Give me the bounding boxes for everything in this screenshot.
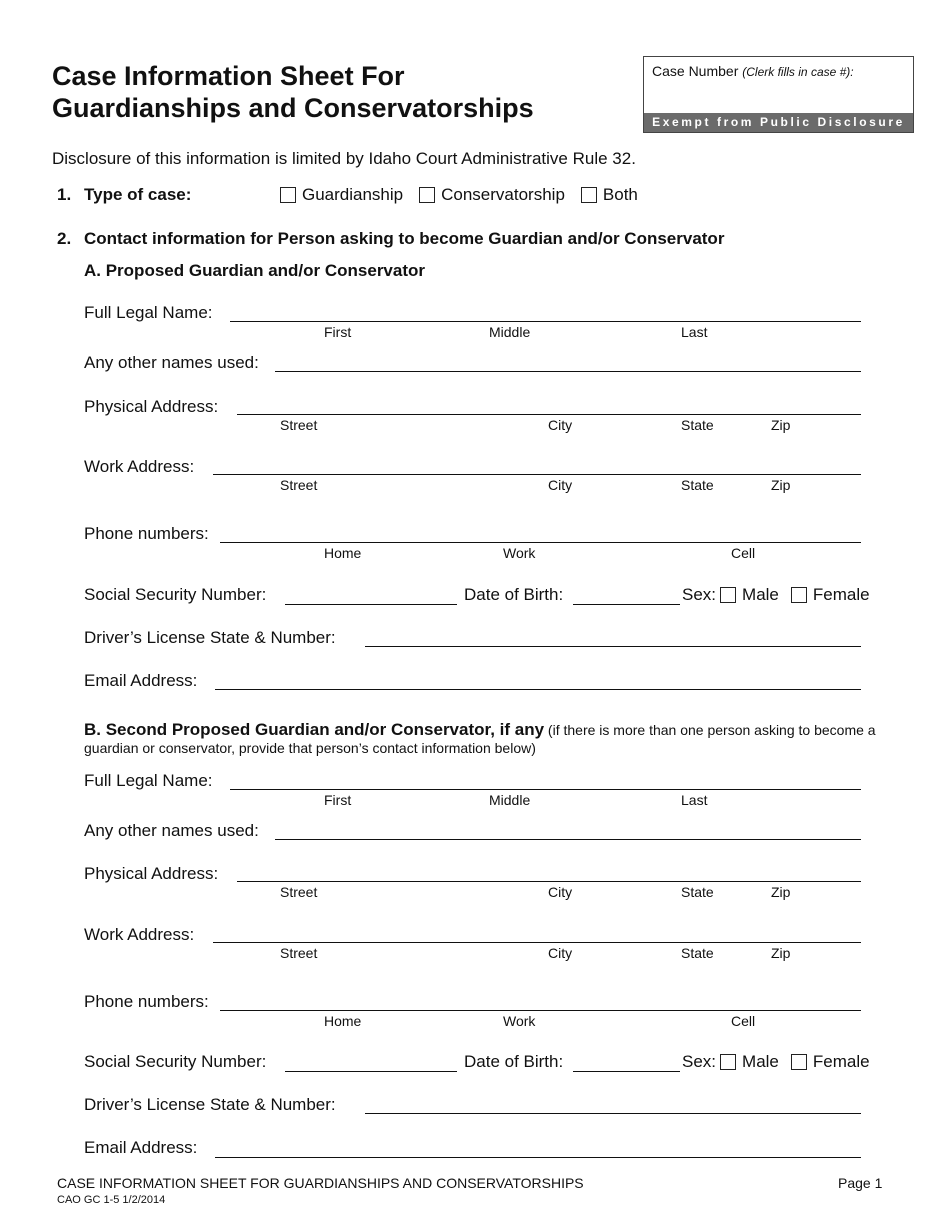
conservatorship-label: Conservatorship	[441, 185, 565, 204]
a-work-address-label: Work Address:	[84, 457, 195, 476]
case-type-options	[280, 185, 654, 205]
b-middle-sublabel: Middle	[489, 792, 531, 808]
a-ssn-field[interactable]	[285, 604, 457, 605]
a-other-names-field[interactable]	[275, 371, 861, 372]
a-zip-sublabel: Zip	[771, 417, 791, 433]
page-title	[52, 60, 534, 124]
page-number: Page 1	[838, 1175, 883, 1191]
b-phone-label: Phone numbers:	[84, 992, 209, 1011]
case-number-box[interactable]	[643, 56, 914, 133]
a-email-field[interactable]	[215, 689, 861, 690]
a-state-sublabel: State	[681, 417, 714, 433]
b-female-checkbox[interactable]	[791, 1054, 807, 1070]
a-cell-sublabel: Cell	[731, 545, 756, 561]
b-work-state-sublabel: State	[681, 945, 714, 961]
b-other-names-label: Any other names used:	[84, 821, 259, 840]
guardianship-checkbox[interactable]	[280, 187, 296, 203]
a-phone-field[interactable]	[220, 542, 861, 543]
b-male-label: Male	[742, 1052, 779, 1071]
a-license-field[interactable]	[365, 646, 861, 647]
disclosure-text: Disclosure of this information is limited by Idaho Court Administrative Rule 32.	[52, 149, 636, 168]
b-state-sublabel: State	[681, 884, 714, 900]
b-work-zip-sublabel: Zip	[771, 945, 791, 961]
b-physical-address-label: Physical Address:	[84, 864, 219, 883]
a-phone-label: Phone numbers:	[84, 524, 209, 543]
a-work-zip-sublabel: Zip	[771, 477, 791, 493]
a-work-state-sublabel: State	[681, 477, 714, 493]
a-male-label: Male	[742, 585, 779, 604]
title-line-1: Case Information Sheet For	[52, 61, 405, 91]
b-full-name-label: Full Legal Name:	[84, 771, 213, 790]
a-physical-address-field[interactable]	[237, 414, 861, 415]
q2-number: 2.	[57, 229, 72, 248]
b-work-street-sublabel: Street	[280, 945, 318, 961]
b-other-names-field[interactable]	[275, 839, 861, 840]
b-email-field[interactable]	[215, 1157, 861, 1158]
a-street-sublabel: Street	[280, 417, 318, 433]
b-female-label: Female	[812, 1052, 870, 1071]
b-email-label: Email Address:	[84, 1138, 198, 1157]
a-male-checkbox[interactable]	[720, 587, 736, 603]
exempt-banner: Exempt from Public Disclosure	[644, 113, 913, 132]
b-sex-group	[682, 1052, 870, 1072]
a-work-street-sublabel: Street	[280, 477, 318, 493]
b-dob-label: Date of Birth:	[464, 1052, 564, 1071]
section-b-note: (if there is more than one person asking to become a guardian or conservator, provide that person’s contact information below)	[84, 722, 876, 756]
b-dob-field[interactable]	[573, 1071, 680, 1072]
a-home-sublabel: Home	[324, 545, 362, 561]
footer-title: CASE INFORMATION SHEET FOR GUARDIANSHIPS AND CONSERVATORSHIPS	[57, 1175, 584, 1191]
a-physical-address-label: Physical Address:	[84, 397, 219, 416]
b-work-phone-sublabel: Work	[503, 1013, 536, 1029]
b-city-sublabel: City	[548, 884, 573, 900]
both-checkbox[interactable]	[581, 187, 597, 203]
b-cell-sublabel: Cell	[731, 1013, 756, 1029]
b-sex-label: Sex:	[682, 1052, 717, 1071]
b-work-address-field[interactable]	[213, 942, 861, 943]
b-male-checkbox[interactable]	[720, 1054, 736, 1070]
b-full-name-field[interactable]	[230, 789, 861, 790]
a-female-label: Female	[812, 585, 870, 604]
b-ssn-label: Social Security Number:	[84, 1052, 267, 1071]
a-full-name-label: Full Legal Name:	[84, 303, 213, 322]
a-email-label: Email Address:	[84, 671, 198, 690]
a-work-address-field[interactable]	[213, 474, 861, 475]
a-other-names-label: Any other names used:	[84, 353, 259, 372]
a-last-sublabel: Last	[681, 324, 708, 340]
b-license-label: Driver’s License State & Number:	[84, 1095, 336, 1114]
a-first-sublabel: First	[324, 324, 352, 340]
b-license-field[interactable]	[365, 1113, 861, 1114]
b-work-city-sublabel: City	[548, 945, 573, 961]
b-physical-address-field[interactable]	[237, 881, 861, 882]
case-number-label: Case Number (Clerk fills in case #):	[652, 63, 854, 79]
b-home-sublabel: Home	[324, 1013, 362, 1029]
a-sex-group	[682, 585, 870, 605]
a-license-label: Driver’s License State & Number:	[84, 628, 336, 647]
q1-number: 1.	[57, 185, 72, 204]
a-sex-label: Sex:	[682, 585, 717, 604]
both-label: Both	[602, 185, 638, 204]
section-b-heading	[84, 721, 904, 757]
a-full-name-field[interactable]	[230, 321, 861, 322]
b-last-sublabel: Last	[681, 792, 708, 808]
b-work-address-label: Work Address:	[84, 925, 195, 944]
b-phone-field[interactable]	[220, 1010, 861, 1011]
q1-label: Type of case:	[84, 185, 192, 204]
a-work-city-sublabel: City	[548, 477, 573, 493]
b-street-sublabel: Street	[280, 884, 318, 900]
conservatorship-checkbox[interactable]	[419, 187, 435, 203]
a-ssn-label: Social Security Number:	[84, 585, 267, 604]
a-work-phone-sublabel: Work	[503, 545, 536, 561]
case-number-hint: (Clerk fills in case #):	[742, 65, 854, 79]
title-line-2: Guardianships and Conservatorships	[52, 93, 534, 123]
a-city-sublabel: City	[548, 417, 573, 433]
section-b-title: B. Second Proposed Guardian and/or Conservator, if any	[84, 720, 545, 739]
a-female-checkbox[interactable]	[791, 587, 807, 603]
section-a-title: A. Proposed Guardian and/or Conservator	[84, 261, 426, 280]
a-dob-label: Date of Birth:	[464, 585, 564, 604]
b-zip-sublabel: Zip	[771, 884, 791, 900]
guardianship-label: Guardianship	[302, 185, 404, 204]
a-middle-sublabel: Middle	[489, 324, 531, 340]
footer-code: CAO GC 1-5 1/2/2014	[57, 1194, 166, 1206]
a-dob-field[interactable]	[573, 604, 680, 605]
b-first-sublabel: First	[324, 792, 352, 808]
b-ssn-field[interactable]	[285, 1071, 457, 1072]
q2-label: Contact information for Person asking to become Guardian and/or Conservator	[84, 229, 725, 248]
